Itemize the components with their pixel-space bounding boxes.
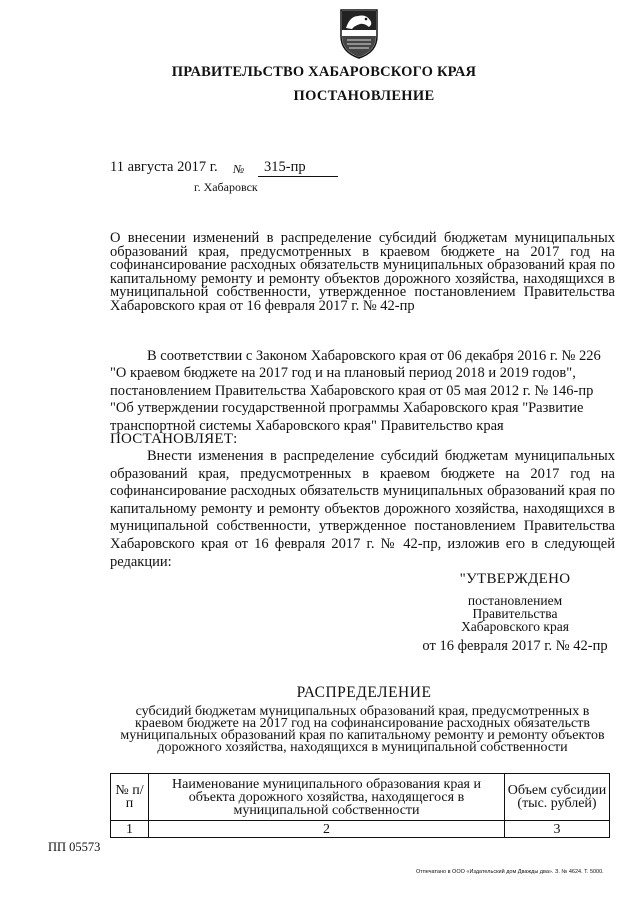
approved-date: от 16 февраля 2017 г. № 42-пр (422, 638, 608, 654)
coat-of-arms-emblem (336, 6, 382, 60)
preamble-line: "О краевом бюджете на 2017 год и на плановый период 2018 и 2019 годов", (110, 365, 576, 382)
main-paragraph: Внести изменения в распределение субсидий бюджетам муниципальных образований края, предусмотренных в краевом бюджете на 2017 год на софинансирование расходных обязательств муниципальных образований края по капитальному ремонту и ремонту объектов дорожного хозяйства, находящихся в муниципальной собственности, утвержденное постановлением Правительства Хабаровского края от 16 февраля 2017 г. № 42-пр, изложив его в следующей редакции: (110, 448, 615, 570)
government-title: ПРАВИТЕЛЬСТВО ХАБАРОВСКОГО КРАЯ (171, 64, 477, 80)
header-cell-name: Наименование муниципального образования края и объекта дорожного хозяйства, находящегося в муниципальной собственности (149, 774, 505, 821)
approved-line: Правительства (472, 606, 558, 621)
preamble-line: "Об утверждении государственной программы Хабаровского края "Развитие (110, 400, 584, 417)
approved-block (410, 572, 620, 654)
table-row (111, 821, 610, 838)
document-date: 11 августа 2017 г. (110, 159, 218, 175)
preamble-line: В соответствии с Законом Хабаровского края от 06 декабря 2016 г. № 226 (147, 348, 601, 364)
approved-line: постановлением (467, 593, 563, 608)
printing-note: Отпечатано в ООО «Издательский дом Дважды два». З. № 4624. Т. 5000. (416, 869, 604, 875)
distribution-table (110, 773, 610, 838)
document-city: г. Хабаровск (194, 180, 258, 194)
number-underline (258, 176, 338, 177)
approved-heading: "УТВЕРЖДЕНО (459, 571, 571, 587)
approved-line: Хабаровского края (461, 619, 569, 634)
column-number-cell: 3 (505, 821, 610, 838)
column-number-cell: 1 (111, 821, 149, 838)
preamble (110, 348, 615, 435)
column-number-cell: 2 (149, 821, 505, 838)
distribution-subtitle: субсидий бюджетам муниципальных образований края, предусмотренных в краевом бюджете на 2017 год на софинансирование расходных обязательств муниципальных образований края по капитальному ремонту и ремонту объектов дорожного хозяйства, находящихся в муниципальной собственности (120, 704, 605, 755)
header-cell-number: № п/п (111, 774, 149, 821)
document-type: ПОСТАНОВЛЕНИЕ (293, 88, 435, 104)
preamble-line: транспортной системы Хабаровского края" Правительство края (110, 417, 504, 434)
number-sign: № (233, 162, 245, 176)
table-header-row (111, 774, 610, 821)
header-cell-amount: Объем субсидии (тыс. рублей) (505, 774, 610, 821)
document-subject: О внесении изменений в распределение субсидий бюджетам муниципальных образований края, предусмотренных в краевом бюджете на 2017 год на софинансирование расходных обязательств муниципальных образований края по капитальному ремонту и ремонту объектов дорожного хозяйства, находящихся в муниципальной собственности, утвержденное постановлением Правительства Хабаровского края от 16 февраля 2017 г. № 42-пр (110, 230, 615, 314)
preamble-line: постановлением Правительства Хабаровского края от 05 мая 2012 г. № 146-пр (110, 382, 594, 399)
document-number: 315-пр (264, 159, 306, 175)
resolves-heading: ПОСТАНОВЛЯЕТ: (110, 431, 238, 447)
document-code: ПП 05573 (48, 840, 101, 854)
distribution-title: РАСПРЕДЕЛЕНИЕ (296, 684, 432, 701)
